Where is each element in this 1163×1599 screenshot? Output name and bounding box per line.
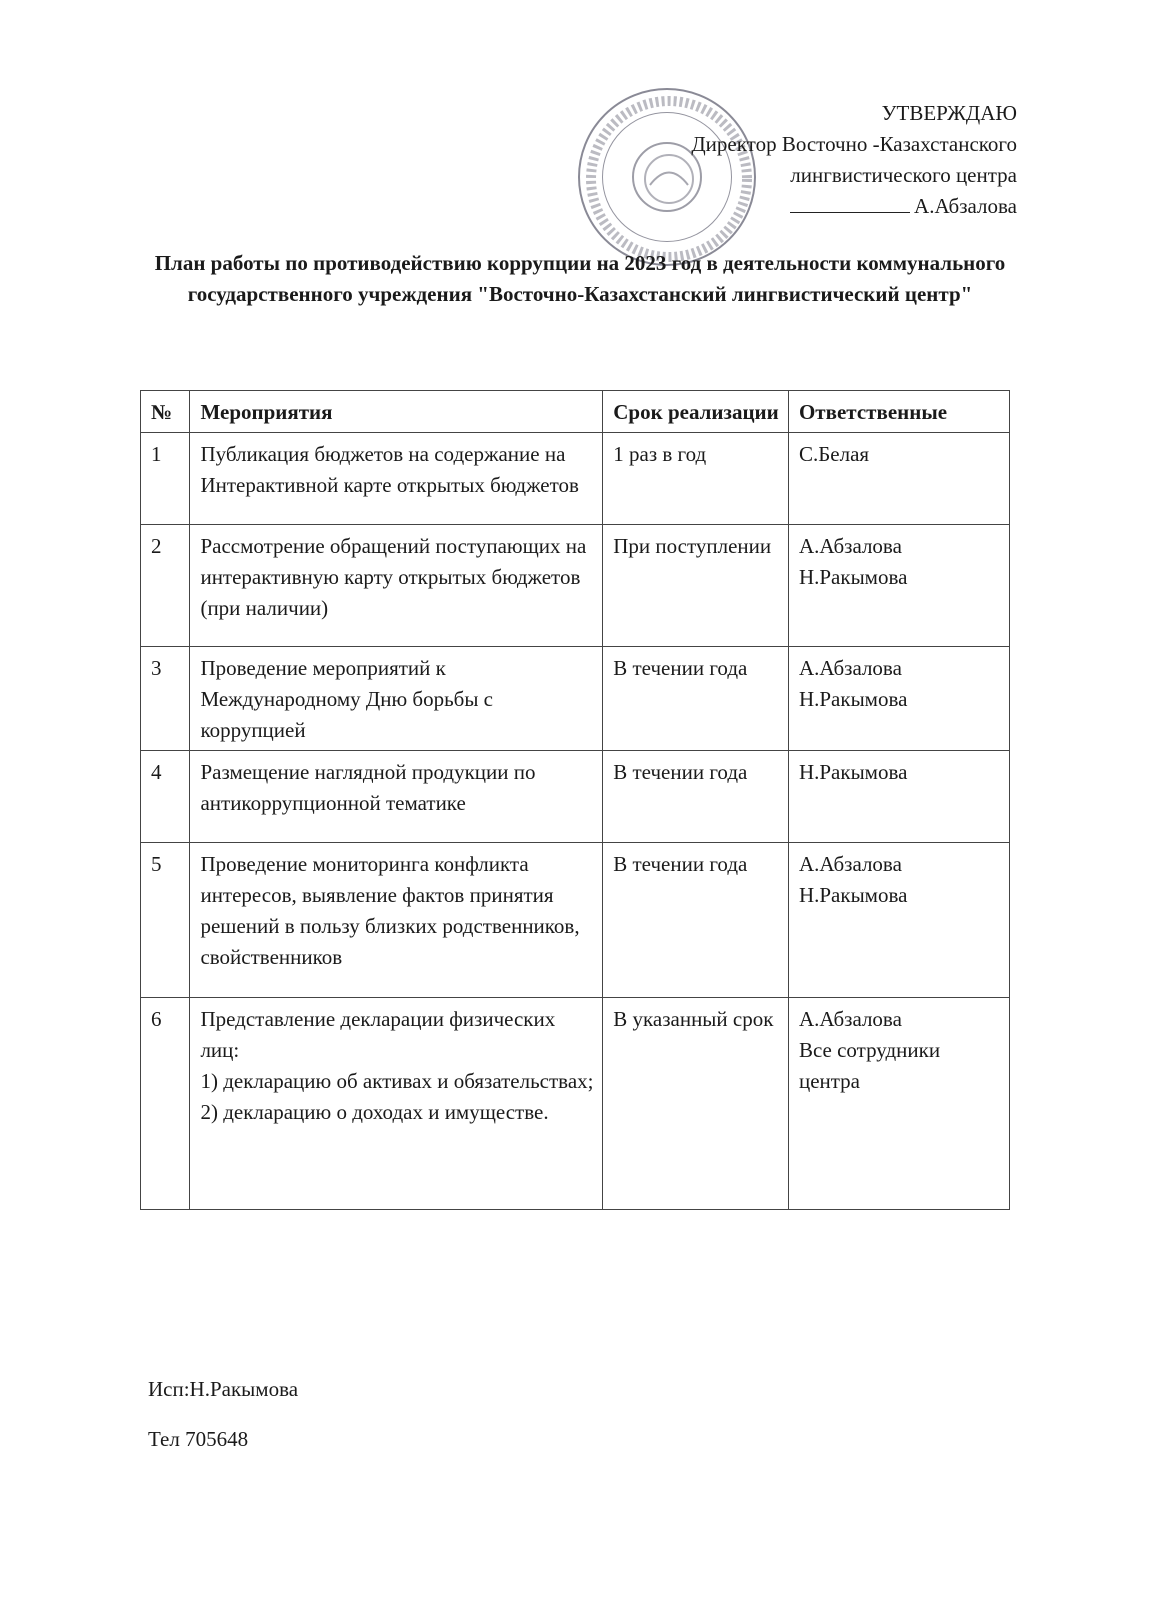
row-term: В течении года	[603, 751, 789, 843]
header-number: №	[141, 391, 190, 433]
row-number: 5	[141, 843, 190, 998]
row-number: 2	[141, 525, 190, 647]
row-term: При поступлении	[603, 525, 789, 647]
phone-label: Тел 705648	[148, 1427, 249, 1451]
table-row	[141, 525, 1010, 647]
approval-signature-row	[557, 191, 1017, 222]
approval-position: Директор Восточно -Казахстанского	[691, 132, 1017, 156]
row-activity: Публикация бюджетов на содержание на Интерактивной карте открытых бюджетов	[190, 433, 603, 525]
header-term: Срок реализации	[603, 391, 789, 433]
signature-line	[790, 196, 910, 213]
row-activity: Рассмотрение обращений поступающих на интерактивную карту открытых бюджетов (при наличии)	[190, 525, 603, 647]
approval-organization: лингвистического центра	[790, 163, 1017, 187]
row-activity: Представление декларации физических лиц: 1) декларацию об активах и обязательствах; 2) декларацию о доходах и имуществе.	[190, 998, 603, 1210]
row-term: 1 раз в год	[603, 433, 789, 525]
executor-label: Исп:Н.Ракымова	[148, 1377, 299, 1401]
plan-table	[140, 390, 1010, 1210]
table-row	[141, 647, 1010, 751]
table-row	[141, 751, 1010, 843]
row-responsible: Н.Ракымова	[788, 751, 1009, 843]
row-activity: Проведение мониторинга конфликта интересов, выявление фактов принятия решений в пользу близких родственников, свойственников	[190, 843, 603, 998]
row-term: В указанный срок	[603, 998, 789, 1210]
row-responsible: А.Абзалова Все сотрудники центра	[788, 998, 1009, 1210]
table-row	[141, 998, 1010, 1210]
header-activity: Мероприятия	[190, 391, 603, 433]
row-number: 4	[141, 751, 190, 843]
row-number: 1	[141, 433, 190, 525]
row-activity: Проведение мероприятий к Международному Дню борьбы с коррупцией	[190, 647, 603, 751]
row-responsible: А.Абзалова Н.Ракымова	[788, 647, 1009, 751]
approval-heading: УТВЕРЖДАЮ	[881, 101, 1017, 125]
table-row	[141, 433, 1010, 525]
header-responsible: Ответственные	[788, 391, 1009, 433]
row-number: 3	[141, 647, 190, 751]
row-responsible: А.Абзалова Н.Ракымова	[788, 843, 1009, 998]
row-term: В течении года	[603, 843, 789, 998]
row-activity: Размещение наглядной продукции по антикоррупционной тематике	[190, 751, 603, 843]
table-header-row	[141, 391, 1010, 433]
document-title: План работы по противодействию коррупции на 2023 год в деятельности коммунального государственного учреждения "Восточно-Казахстанский лингвистический центр"	[154, 251, 1006, 306]
table-row	[141, 843, 1010, 998]
row-number: 6	[141, 998, 190, 1210]
row-term: В течении года	[603, 647, 789, 751]
approval-signer: А.Абзалова	[914, 194, 1017, 218]
row-responsible: А.Абзалова Н.Ракымова	[788, 525, 1009, 647]
approval-block	[557, 98, 1017, 222]
row-responsible: С.Белая	[788, 433, 1009, 525]
